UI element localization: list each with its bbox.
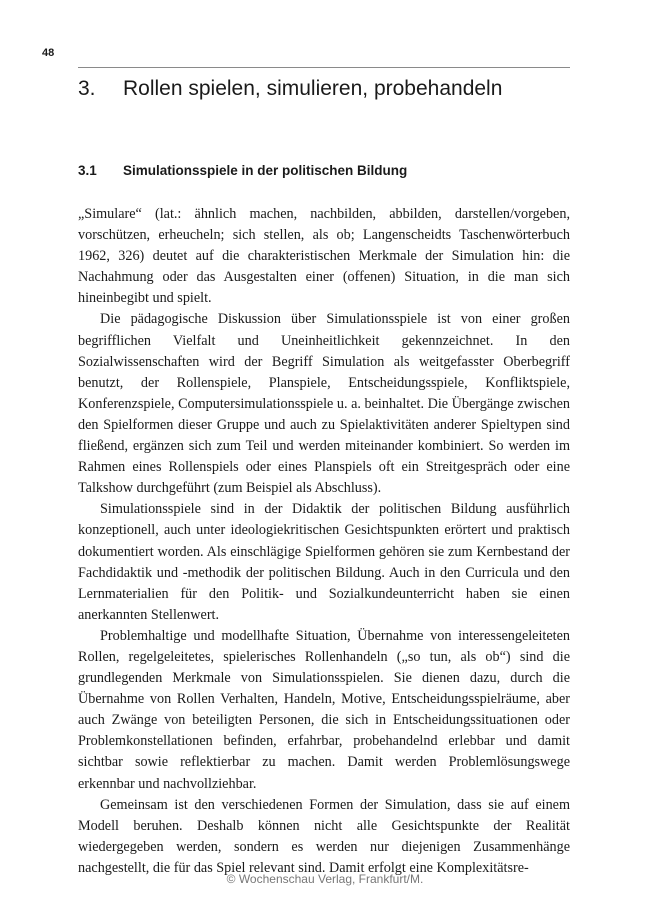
paragraph: Die pädagogische Diskussion über Simulationsspiele ist von einer großen begrifflichen Vielfalt und Uneinheitlichkeit gekennzeichnet. In den Sozialwissenschaften wird der Begriff Simulation als weitgefasster Oberbegriff benutzt, der Rollenspiele, Planspiele, Entscheidungsspiele, Konfliktspiele, Konferenzspiele, Computersimulationsspiele u. a. beinhaltet. Die Übergänge zwischen den Spielformen dieser Gruppe und auch zu Spielaktivitäten anderer Spieltypen sind fließend, ergänzen sich zum Teil und werden miteinander kombiniert. So werden im Rahmen eines Rollenspiels oder eines Planspiels oft ein Streitgespräch oder eine Talkshow durchgeführt (zum Beispiel als Abschluss). [78, 311, 570, 497]
paragraph: Gemeinsam ist den verschiedenen Formen der Simulation, dass sie auf einem Modell beruhen. Deshalb können nicht alle Gesichtspunkte der Realität wiedergegeben werden, sondern es werden nur diejenigen Zusammenhänge nachgestellt, die für das Spiel relevant sind. Damit erfolgt eine Komplexitätsre- [78, 796, 570, 876]
section-title: Simulationsspiele in der politischen Bildung [123, 163, 408, 178]
chapter-heading [78, 77, 570, 101]
body-text [78, 204, 570, 879]
chapter-number: 3. [78, 77, 96, 100]
section-heading [78, 163, 570, 178]
header-rule [78, 67, 570, 68]
section-number: 3.1 [78, 163, 97, 178]
paragraph: Problemhaltige und modellhafte Situation, Übernahme von interessengeleiteten Rollen, regelgeleitetes, spielerisches Rollenhandeln („so tun, als ob“) sind die grundlegenden Merkmale von Simulationsspielen. Sie dienen dazu, durch die Übernahme von Rollen Verhalten, Handeln, Motive, Entscheidungsspielräume, aber auch Zwänge von beteiligten Personen, die sich in Entscheidungssituationen oder Problemkonstellationen befinden, erfahrbar, probehandelnd erlebbar und damit sichtbar sowie reflektierbar zu machen. Damit werden Problemlösungswege erkennbar und nachvollziehbar. [78, 627, 570, 792]
paragraph: „Simulare“ (lat.: ähnlich machen, nachbilden, abbilden, darstellen/vorgeben, vorschützen, erheucheln; sich stellen, als ob; Langenscheidts Taschenwörterbuch 1962, 326) deutet auf die charakteristischen Merkmale der Simulation hin: die Nachahmung oder das Ausgestalten einer (offenen) Situation, in die man sich hineinbegibt und spielt. [78, 206, 570, 307]
page-number: 48 [42, 47, 55, 59]
copyright-footer: © Wochenschau Verlag, Frankfurt/M. [226, 872, 424, 886]
chapter-title: Rollen spielen, simulieren, probehandeln [123, 77, 503, 100]
paragraph: Simulationsspiele sind in der Didaktik der politischen Bildung ausführlich konzeptionell, auch unter ideologiekritischen Gesichtspunkten erörtert und praktisch dokumentiert worden. Als einschlägige Spielformen gehören sie zum Kernbestand der Fachdidaktik und -methodik der politischen Bildung. Auch in den Curricula und den Lernmaterialien für den Politik- und Sozialkundeunterricht haben sie einen anerkannten Stellenwert. [78, 501, 570, 623]
